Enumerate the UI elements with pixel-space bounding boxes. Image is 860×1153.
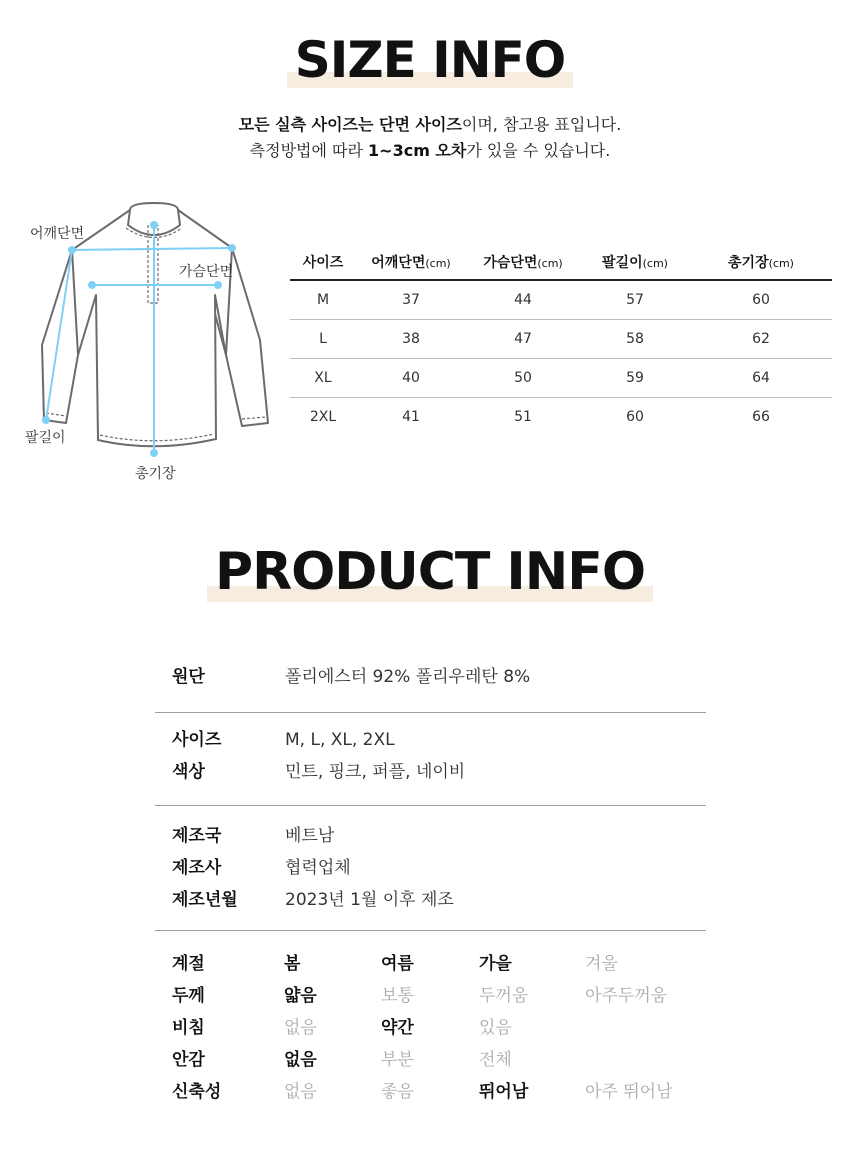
feature-option-selected: 봄 bbox=[284, 954, 301, 974]
sleeve-cell: 60 bbox=[626, 408, 644, 425]
country-row bbox=[155, 820, 706, 852]
feature-grid bbox=[172, 948, 682, 1108]
chest-label: 가슴단면 bbox=[179, 264, 234, 280]
feature-option: 전체 bbox=[479, 1050, 512, 1070]
feature-option-selected: 여름 bbox=[381, 954, 414, 974]
maker-row bbox=[155, 852, 706, 884]
shoulder-cell: 37 bbox=[356, 280, 466, 319]
feature-label: 비침 bbox=[172, 1018, 205, 1038]
length-cell: 62 bbox=[690, 319, 832, 358]
color-label: 색상 bbox=[172, 762, 205, 782]
size-note-line1: 모든 실측 사이즈는 단면 사이즈이며, 참고용 표입니다. bbox=[238, 115, 622, 134]
feature-option: 좋음 bbox=[381, 1082, 414, 1102]
date-row bbox=[155, 884, 706, 916]
sleeve-label: 팔길이 bbox=[25, 430, 66, 446]
country-value: 베트남 bbox=[285, 826, 335, 846]
section-divider bbox=[155, 930, 706, 931]
feature-label: 안감 bbox=[172, 1050, 205, 1070]
feature-label: 두께 bbox=[172, 986, 205, 1006]
header-cell: 총기장(cm) bbox=[690, 244, 832, 280]
shoulder-cell: 40 bbox=[356, 358, 466, 397]
date-label: 제조년월 bbox=[172, 890, 238, 910]
chest-cell: 44 bbox=[466, 280, 580, 319]
header-cell: 가슴단면(cm) bbox=[466, 244, 580, 280]
section-divider bbox=[155, 712, 706, 713]
maker-value: 협력업체 bbox=[285, 858, 351, 878]
feature-row bbox=[172, 980, 682, 1012]
size-color-section bbox=[155, 724, 706, 788]
size-note-line2: 측정방법에 따라 1~3cm 오차가 있을 수 있습니다. bbox=[249, 141, 611, 160]
feature-option: 부분 bbox=[381, 1050, 414, 1070]
chest-cell: 47 bbox=[466, 319, 580, 358]
feature-option: 없음 bbox=[284, 1018, 317, 1038]
color-value: 민트, 핑크, 퍼플, 네이비 bbox=[285, 762, 466, 782]
shoulder-cell: 38 bbox=[356, 319, 466, 358]
table-row bbox=[290, 397, 832, 436]
size-cell: 2XL bbox=[309, 408, 337, 425]
chest-cell: 50 bbox=[466, 358, 580, 397]
product-info-heading bbox=[0, 540, 860, 604]
sleeve-cell: 58 bbox=[580, 319, 690, 358]
feature-label: 신축성 bbox=[172, 1082, 222, 1102]
feature-row bbox=[172, 1076, 682, 1108]
feature-option: 두꺼움 bbox=[479, 986, 529, 1006]
length-cell: 60 bbox=[690, 280, 832, 319]
color-row bbox=[155, 756, 706, 788]
shoulder-label: 어깨단면 bbox=[30, 226, 85, 242]
feature-option-selected: 얇음 bbox=[284, 986, 317, 1006]
feature-option: 아주두꺼움 bbox=[585, 986, 668, 1006]
feature-option: 겨울 bbox=[585, 954, 618, 974]
size-cell: L bbox=[290, 319, 356, 358]
size-info-title: SIZE INFO bbox=[294, 31, 566, 89]
table-row bbox=[290, 358, 832, 397]
size-table-header bbox=[290, 244, 832, 280]
sleeve-cell: 59 bbox=[580, 358, 690, 397]
fabric-row bbox=[155, 661, 706, 693]
fabric-value: 폴리에스터 92% 폴리우레탄 8% bbox=[285, 667, 531, 687]
header-cell: 사이즈 bbox=[290, 244, 356, 280]
header-cell: 어깨단면(cm) bbox=[356, 244, 466, 280]
fabric-section bbox=[155, 661, 706, 693]
chest-cell: 51 bbox=[514, 408, 532, 425]
size-cell: XL bbox=[290, 358, 356, 397]
size-table bbox=[290, 244, 832, 436]
size-notes bbox=[0, 112, 860, 164]
sleeve-cell: 57 bbox=[580, 280, 690, 319]
feature-row bbox=[172, 948, 682, 980]
size-cell: M bbox=[290, 280, 356, 319]
garment-measurement-diagram bbox=[20, 195, 270, 495]
maker-label: 제조사 bbox=[172, 858, 222, 878]
feature-row bbox=[172, 1044, 682, 1076]
feature-row bbox=[172, 1012, 682, 1044]
feature-label: 계절 bbox=[172, 954, 205, 974]
section-divider bbox=[155, 805, 706, 806]
shoulder-cell: 41 bbox=[402, 408, 420, 425]
feature-option: 없음 bbox=[284, 1082, 317, 1102]
size-label: 사이즈 bbox=[172, 730, 222, 750]
date-value: 2023년 1월 이후 제조 bbox=[285, 890, 454, 910]
feature-option: 있음 bbox=[479, 1018, 512, 1038]
feature-option: 아주 뛰어남 bbox=[585, 1082, 673, 1102]
country-label: 제조국 bbox=[172, 826, 222, 846]
size-info-heading bbox=[0, 30, 860, 90]
feature-option-selected: 뛰어남 bbox=[479, 1082, 529, 1102]
fabric-label: 원단 bbox=[172, 667, 205, 687]
feature-option-selected: 가을 bbox=[479, 954, 512, 974]
table-row bbox=[290, 280, 832, 319]
length-cell: 66 bbox=[752, 408, 770, 425]
product-info-title: PRODUCT INFO bbox=[214, 542, 646, 602]
table-row bbox=[290, 319, 832, 358]
header-cell: 팔길이(cm) bbox=[580, 244, 690, 280]
length-label: 총기장 bbox=[135, 466, 176, 482]
length-cell: 64 bbox=[690, 358, 832, 397]
feature-option-selected: 없음 bbox=[284, 1050, 317, 1070]
size-value: M, L, XL, 2XL bbox=[285, 730, 395, 750]
manufacturing-section bbox=[155, 820, 706, 916]
size-row bbox=[155, 724, 706, 756]
feature-option: 보통 bbox=[381, 986, 414, 1006]
feature-option-selected: 약간 bbox=[381, 1018, 414, 1038]
